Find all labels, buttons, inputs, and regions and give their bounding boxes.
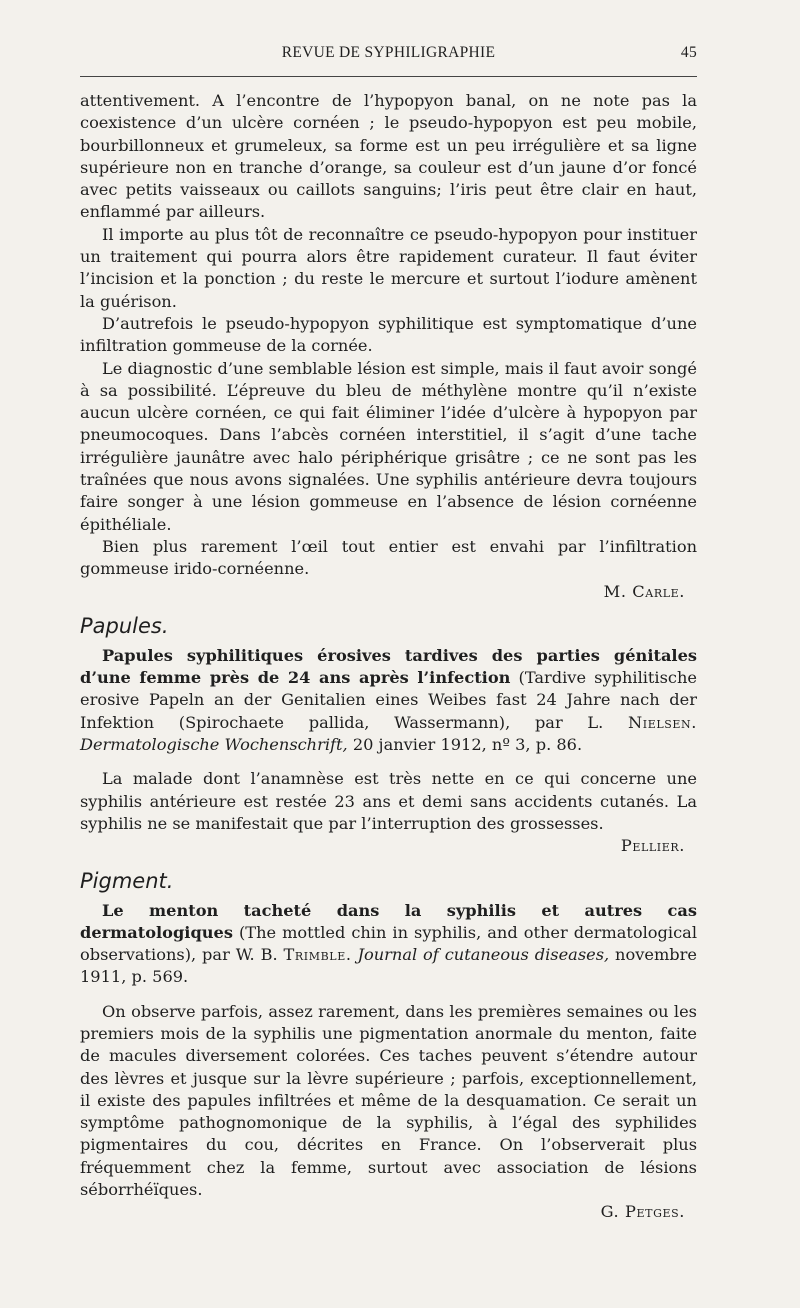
paragraph: La malade dont l’anamnèse est très nette en ce qui concerne une syphilis antérieure est restée 23 ans et demi sans accidents cutanés. La syphilis ne se manifestait que par l’interruption des grossesses. — [80, 769, 697, 833]
reference-title: Papules syphilitiques érosives tardives des parties génitales d’une femme près de 24 ans après l’infection — [80, 645, 697, 688]
reference-details: (The mottled chin in syphilis, and other dermatological observations), par W. B. — [80, 922, 697, 965]
section-heading-papules: Papules. — [80, 613, 169, 638]
page-number: 45 — [680, 44, 697, 61]
paragraph: On observe parfois, assez rarement, dans les premières semaines ou les premiers mois de la syphilis une pigmentation anormale du menton, faite de macules diversement colorées. Ces taches peuvent s’étendre autour des lèvres et jusque sur la lèvre supérieure ; parfois, exceptionnellement, il existe des papules infiltrées et même de la desquamation. Ce serait un symptôme pathognomonique de la syphilis, à l’égal des syphilides pigmentaires du cou, décrites en France. On l’observerait plus fréquemment chez la femme, surtout avec association de lésions séborrhéïques. — [80, 1001, 697, 1200]
reference-journal: Journal of cutaneous diseases, — [351, 945, 610, 965]
reference-title: Le menton tacheté dans la syphilis et autres cas dermatologiques — [80, 900, 697, 942]
header-rule — [80, 76, 697, 77]
paragraph: Bien plus rarement l’œil tout entier est envahi par l’infiltration gommeuse irido-cornéenne. — [80, 536, 697, 579]
reference-author: Trimble. — [283, 945, 352, 965]
section-heading-pigment: Pigment. — [80, 868, 174, 893]
signature: G. Petges. — [600, 1202, 685, 1222]
reference-date: 20 janvier 1912, nº 3, p. 86. — [347, 735, 583, 755]
paragraph: attentivement. A l’encontre de l’hypopyon banal, on ne note pas la coexistence d’un ulcère cornéen ; le pseudo-hypopyon est peu mobile, bourbillonneux et grumeleux, sa forme est un peu irrégulière et sa ligne supérieure non en tranche d’orange, sa couleur est d’un jaune d’or foncé avec petits vaisseaux ou caillots sanguins; l’iris peut être clair en haut, enflammé par ailleurs. — [80, 91, 697, 222]
paragraph: D’autrefois le pseudo-hypopyon syphilitique est symptomatique d’une infiltration gommeuse de la cornée. — [80, 313, 697, 356]
running-header — [80, 44, 697, 66]
signature: M. Carle. — [603, 581, 685, 601]
journal-title: REVUE DE SYPHILIGRAPHIE — [281, 44, 496, 61]
reference-date: novembre 1911, p. 569. — [80, 945, 697, 987]
reference-journal: Dermatologische Wochenschrift, — [80, 735, 348, 755]
article-body — [80, 90, 697, 1224]
paragraph: Il importe au plus tôt de reconnaître ce pseudo-hypopyon pour instituer un traitement qui pourra alors être rapidement curateur. Il faut éviter l’incision et la ponction ; du reste le mercure et surtout l’iodure amènent la guérison. — [80, 224, 697, 311]
signature: Pellier. — [620, 836, 685, 856]
reference-author: Nielsen. — [628, 712, 697, 732]
bibliographic-reference — [80, 900, 697, 989]
reference-details: (Tardive syphilitische erosive Papeln an der Genitalien eines Weibes fast 24 Jahre nach der Infektion (Spirochaete pallida, Wassermann), par L. — [80, 668, 697, 732]
paragraph: Le diagnostic d’une semblable lésion est simple, mais il faut avoir songé à sa possibilité. L’épreuve du bleu de méthylène montre qu’il n’existe aucun ulcère cornéen, ce qui fait éliminer l’idée d’ulcère à hypopyon par pneumocoques. Dans l’abcès cornéen interstitiel, il s’agit d’une tache irrégulière jaunâtre avec halo périphérique grisâtre ; ce ne sont pas les traînées que nous avons signalées. Une syphilis antérieure devra toujours faire songer à une lésion gommeuse en l’absence de lésion cornéenne épithéliale. — [80, 358, 697, 534]
bibliographic-reference — [80, 645, 697, 756]
